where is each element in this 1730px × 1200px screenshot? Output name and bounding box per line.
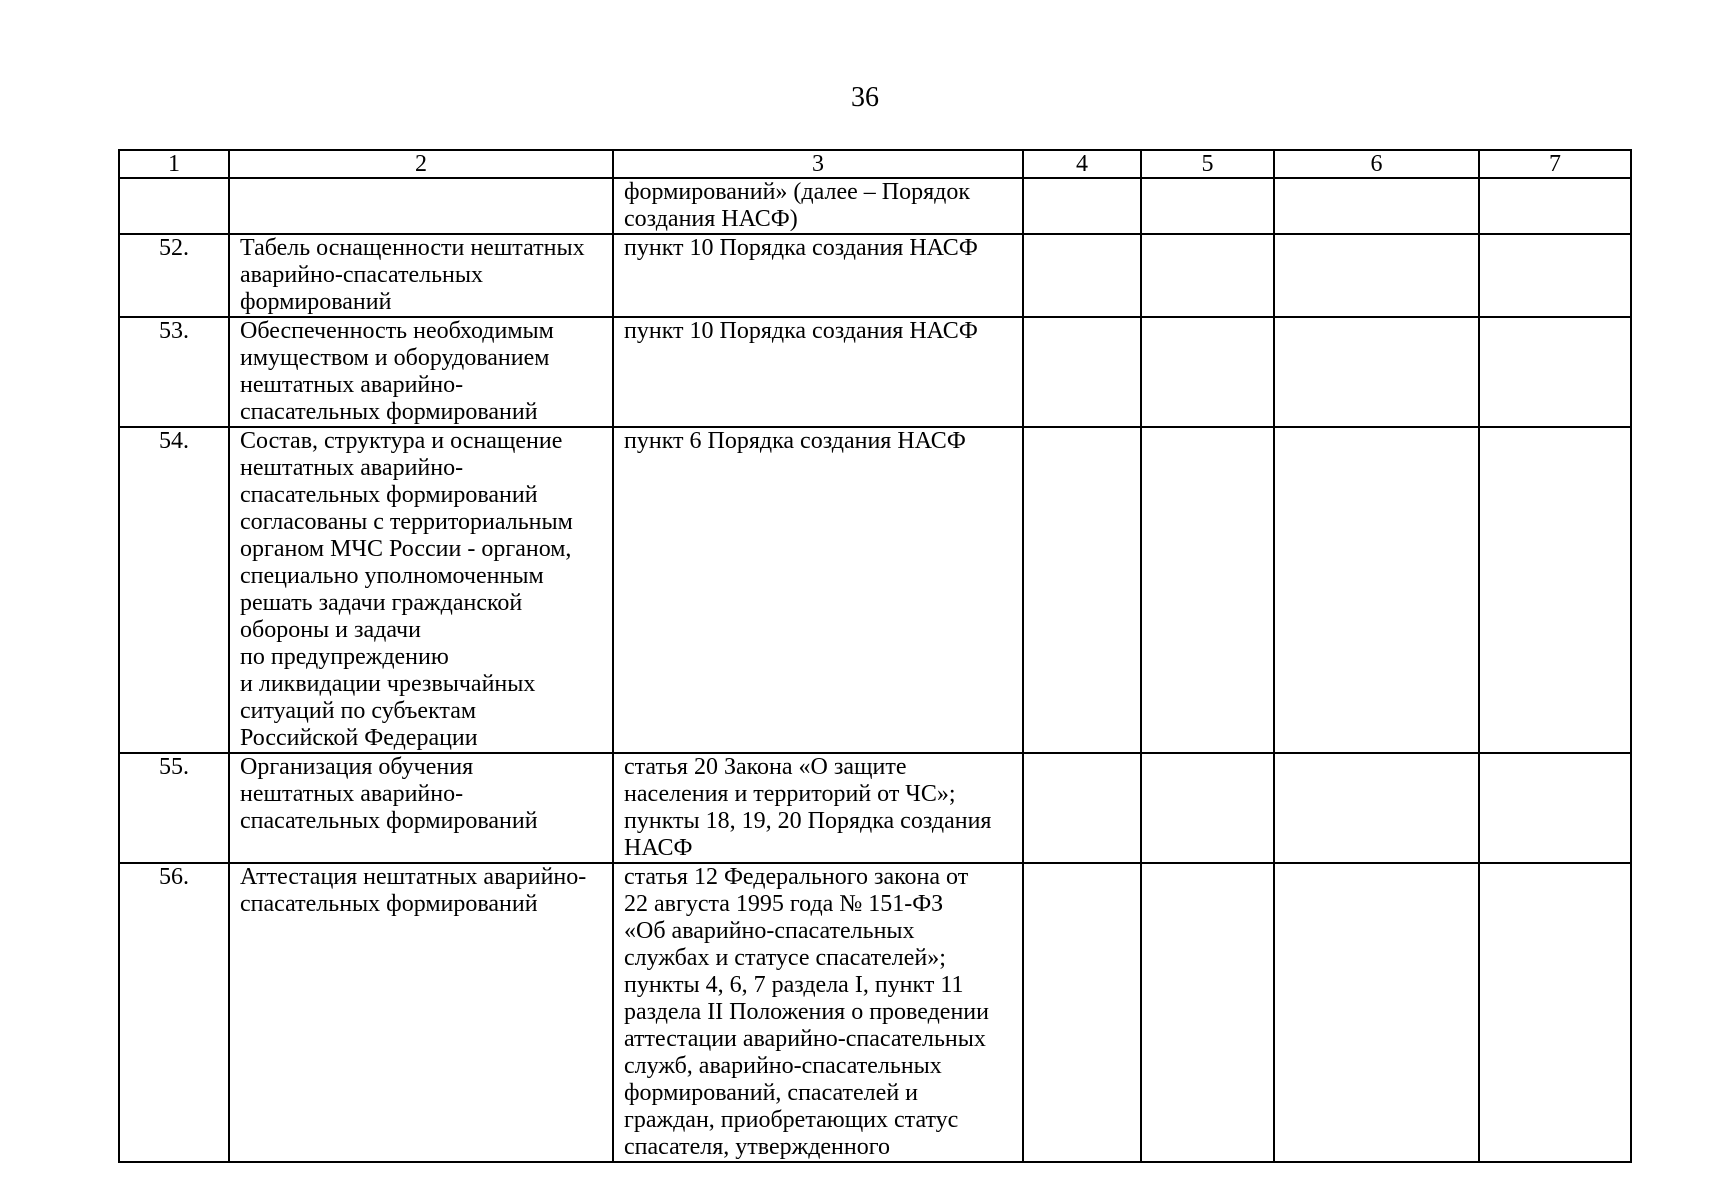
table-row [119, 178, 1631, 234]
answer-cell [1141, 427, 1274, 753]
answer-cell [1274, 427, 1479, 753]
table-row [119, 753, 1631, 863]
requirement-text: Табель оснащенности нештатных аварийно-спасательных формирований [229, 234, 613, 317]
column-header-7: 7 [1479, 150, 1631, 178]
answer-cell [1274, 178, 1479, 234]
answer-cell [1023, 234, 1141, 317]
column-header-5: 5 [1141, 150, 1274, 178]
requirement-text: Состав, структура и оснащение нештатных аварийно- спасательных формирований согласованы с территориальным органом МЧС России - органом, специально уполномоченным решать задачи гражданской обороны и задачи по предупреждению и ликвидации чрезвычайных ситуаций по субъектам Российской Федерации [229, 427, 613, 753]
answer-cell [1141, 753, 1274, 863]
answer-cell [1023, 753, 1141, 863]
legal-basis-text: статья 12 Федерального закона от 22 августа 1995 года № 151-ФЗ «Об аварийно-спасательных службах и статусе спасателей»; пункты 4, 6, 7 раздела I, пункт 11 раздела II Положения о проведении аттестации аварийно-спасательных служб, аварийно-спасательных формирований, спасателей и граждан, приобретающих статус спасателя, утвержденного [613, 863, 1023, 1162]
answer-cell [1023, 863, 1141, 1162]
row-number: 54. [119, 427, 229, 753]
row-number: 53. [119, 317, 229, 427]
answer-cell [1274, 753, 1479, 863]
answer-cell [1479, 234, 1631, 317]
header-row [119, 150, 1631, 178]
legal-basis-text: пункт 10 Порядка создания НАСФ [613, 317, 1023, 427]
column-header-6: 6 [1274, 150, 1479, 178]
answer-cell [1023, 317, 1141, 427]
row-number: 55. [119, 753, 229, 863]
answer-cell [1479, 178, 1631, 234]
answer-cell [1479, 863, 1631, 1162]
answer-cell [1023, 427, 1141, 753]
answer-cell [1023, 178, 1141, 234]
checklist-table [118, 149, 1632, 1163]
table-row [119, 427, 1631, 753]
row-number: 52. [119, 234, 229, 317]
answer-cell [1479, 427, 1631, 753]
row-number: 56. [119, 863, 229, 1162]
row-number [119, 178, 229, 234]
legal-basis-text: статья 20 Закона «О защите населения и территорий от ЧС»; пункты 18, 19, 20 Порядка создания НАСФ [613, 753, 1023, 863]
page-number: 36 [851, 82, 879, 113]
answer-cell [1479, 753, 1631, 863]
column-header-1: 1 [119, 150, 229, 178]
column-header-2: 2 [229, 150, 613, 178]
answer-cell [1141, 234, 1274, 317]
legal-basis-text: формирований» (далее – Порядок создания НАСФ) [613, 178, 1023, 234]
answer-cell [1274, 234, 1479, 317]
requirement-text: Аттестация нештатных аварийно- спасательных формирований [229, 863, 613, 1162]
answer-cell [1141, 178, 1274, 234]
table-row [119, 863, 1631, 1162]
legal-basis-text: пункт 6 Порядка создания НАСФ [613, 427, 1023, 753]
legal-basis-text: пункт 10 Порядка создания НАСФ [613, 234, 1023, 317]
requirement-text: Обеспеченность необходимым имуществом и оборудованием нештатных аварийно- спасательных формирований [229, 317, 613, 427]
answer-cell [1141, 863, 1274, 1162]
table-row [119, 317, 1631, 427]
table-row [119, 234, 1631, 317]
answer-cell [1141, 317, 1274, 427]
answer-cell [1274, 863, 1479, 1162]
answer-cell [1479, 317, 1631, 427]
answer-cell [1274, 317, 1479, 427]
column-header-3: 3 [613, 150, 1023, 178]
requirement-text: Организация обучения нештатных аварийно- спасательных формирований [229, 753, 613, 863]
column-header-4: 4 [1023, 150, 1141, 178]
requirement-text [229, 178, 613, 234]
